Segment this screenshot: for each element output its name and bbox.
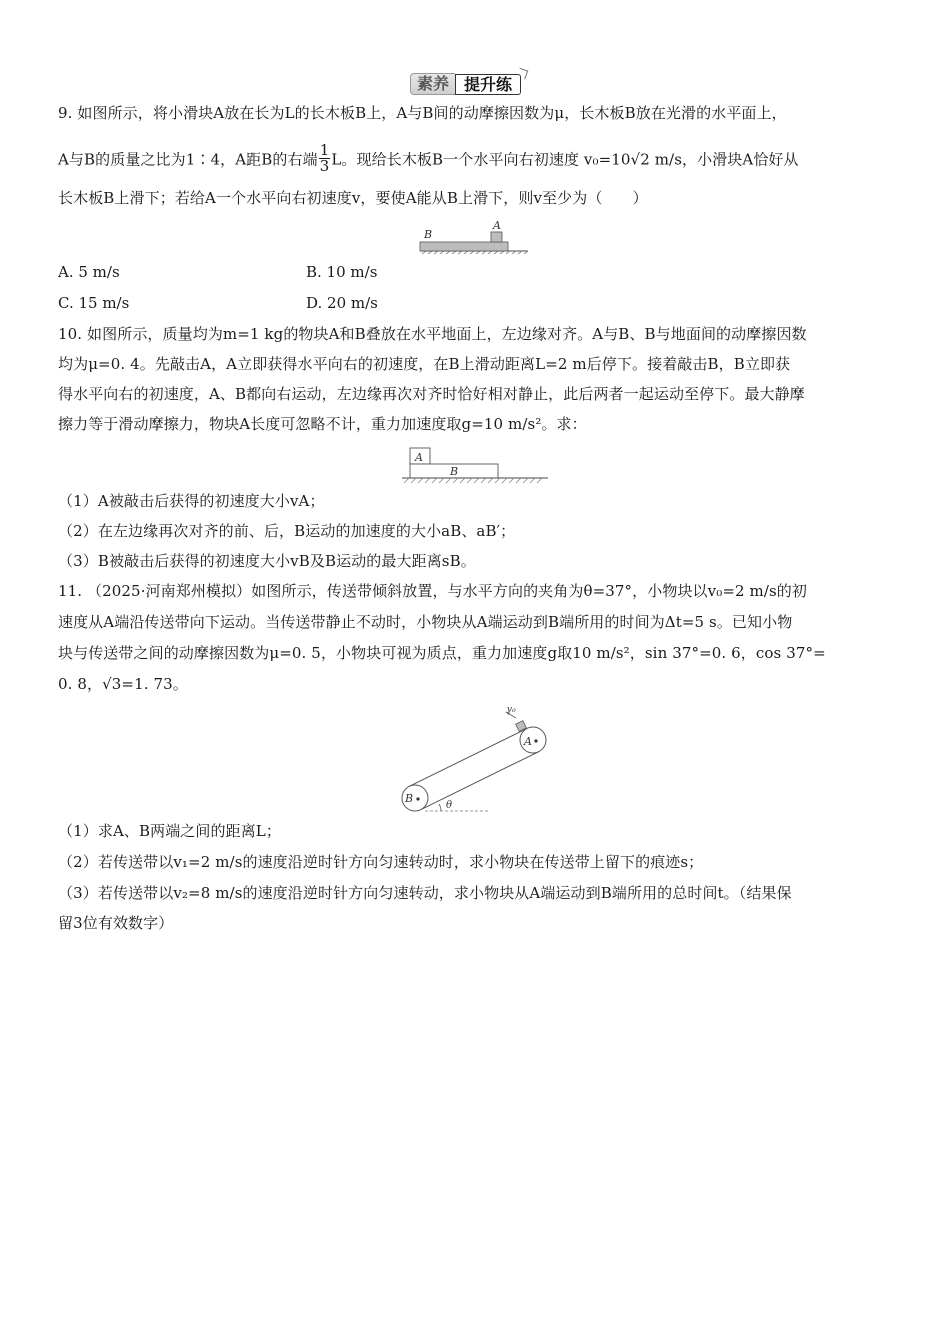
q11-line-2: 速度从A端沿传送带向下运动。当传送带静止不动时，小物块从A端运动到B端所用的时间为Δt=5 s。已知小物 [58, 613, 793, 631]
q9-label-a: A [493, 219, 501, 232]
q11-angle-arc [439, 804, 441, 811]
q11-sub-1: （1）求A、B两端之间的距离L； [58, 822, 281, 840]
q11-label-theta: θ [446, 800, 453, 811]
section-badge-left: 素养 [410, 73, 455, 95]
q10-line-4: 擦力等于滑动摩擦力，物块A长度可忽略不计，重力加速度取g=10 m/s²。求： [58, 415, 587, 433]
q9-option-b: B. 10 m/s [306, 263, 378, 281]
q11-figure [395, 700, 555, 816]
section-badge-right: 提升练 [455, 74, 521, 95]
q9-figure [420, 218, 530, 254]
q10-sub-3: （3）B被敲击后获得的初速度大小vB及B运动的最大距离sB。 [58, 552, 476, 570]
section-header [410, 72, 521, 96]
q9-board-b [420, 242, 508, 251]
q9-line-2 [58, 141, 894, 176]
q10-figure [402, 446, 552, 484]
q9-line-3: 长木板B上滑下；若给A一个水平向右初速度v，要使A能从B上滑下，则v至少为（ ） [58, 189, 648, 207]
q11-line-1: 11. （2025·河南郑州模拟）如图所示，传送带倾斜放置，与水平方向的夹角为θ=37°，小物块以v₀=2 m/s的初 [58, 582, 807, 600]
q9-line-2-b: L。现给长木板B一个水平向右初速度 v₀=10√2 m/s，小滑块A恰好从 [331, 150, 799, 169]
q9-fraction-numerator: 1 [319, 141, 330, 159]
q10-ground-hatch [404, 478, 542, 483]
q9-fraction [319, 143, 331, 174]
q10-label-b: B [450, 465, 459, 478]
q11-axle-b [416, 797, 419, 800]
q10-line-1: 10. 如图所示，质量均为m=1 kg的物块A和B叠放在水平地面上，左边缘对齐。A与B、B与地面间的动摩擦因数 [58, 325, 807, 343]
q9-label-b: B [424, 228, 433, 241]
q11-sub-2: （2）若传送带以v₁=2 m/s的速度沿逆时针方向匀速转动时，求小物块在传送带上留下的痕迹s； [58, 853, 704, 871]
q9-option-c: C. 15 m/s [58, 294, 130, 312]
q11-line-3: 块与传送带之间的动摩擦因数为μ=0. 5，小物块可视为质点，重力加速度g取10 m/s²，sin 37°=0. 6，cos 37°= [58, 644, 826, 662]
q11-belt-bottom [421, 751, 539, 809]
q11-line-4: 0. 8，√3=1. 73。 [58, 675, 188, 693]
q10-line-2: 均为μ=0. 4。先敲击A，A立即获得水平向右的初速度，在B上滑动距离L=2 m后停下。接着敲击B，B立即获 [58, 355, 791, 373]
q10-line-3: 得水平向右的初速度，A、B都向右运动，左边缘再次对齐时恰好相对静止，此后两者一起运动至停下。最大静摩 [58, 385, 805, 403]
q11-label-b: B [405, 792, 414, 805]
q10-label-a: A [415, 451, 423, 464]
q11-sub-3: （3）若传送带以v₂=8 m/s的速度沿逆时针方向匀速转动，求小物块从A端运动到B端所用的总时间t。（结果保 [58, 884, 792, 902]
q9-line-2-a: A与B的质量之比为1∶4，A距B的右端 [58, 150, 318, 169]
q9-option-a: A. 5 m/s [58, 263, 120, 281]
q9-fraction-denominator: 3 [319, 157, 330, 175]
q11-sub-4: 留3位有效数字） [58, 914, 174, 932]
q11-label-a: A [524, 735, 532, 748]
q10-sub-1: （1）A被敲击后获得的初速度大小vA； [58, 492, 325, 510]
q9-block-a [491, 232, 502, 242]
q9-option-d: D. 20 m/s [306, 294, 378, 312]
q11-label-v0: v₀ [507, 705, 516, 715]
section-badge [410, 73, 521, 95]
q9-line-1: 9. 如图所示，将小滑块A放在长为L的长木板B上，A与B间的动摩擦因数为μ，长木板B放在光滑的水平面上， [58, 104, 787, 122]
q10-sub-2: （2）在左边缘再次对齐的前、后，B运动的加速度的大小aB、aB′； [58, 522, 516, 540]
q11-axle-a [534, 739, 537, 742]
q11-belt-top [409, 729, 527, 787]
